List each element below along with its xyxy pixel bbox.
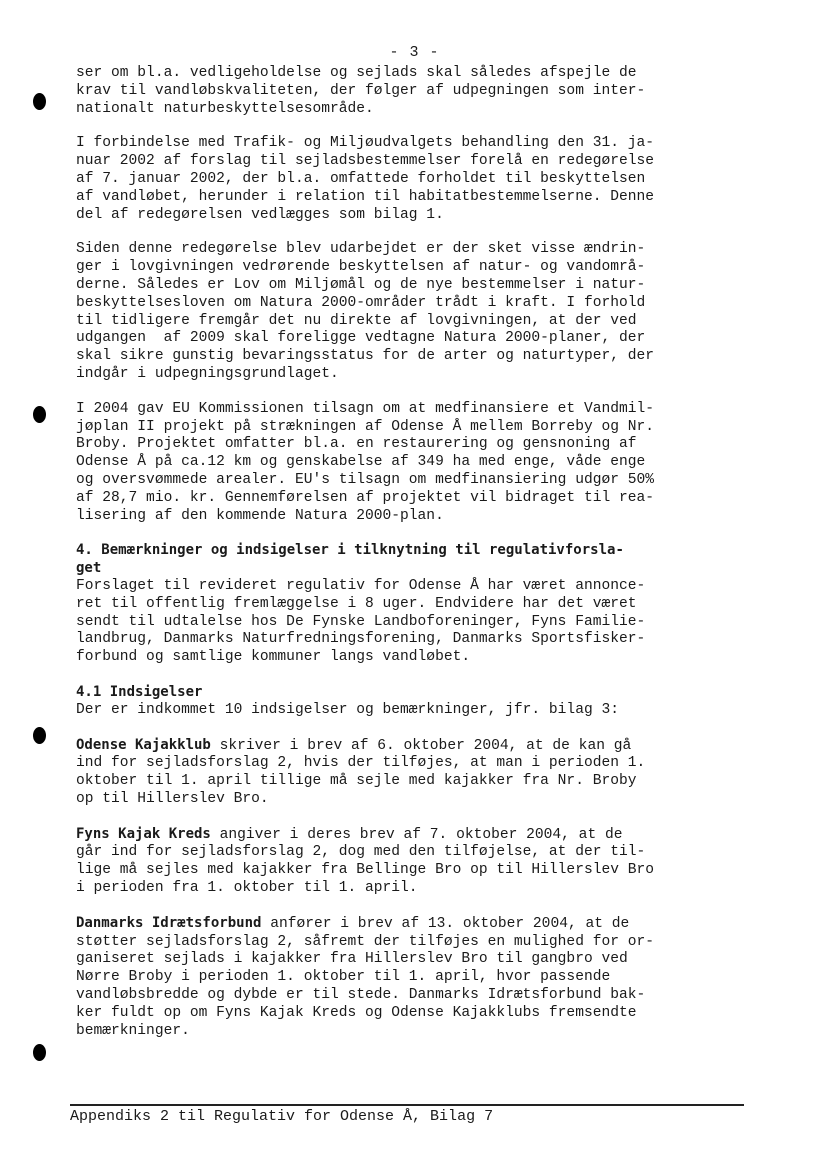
footer-text: Appendiks 2 til Regulativ for Odense Å, Bilag 7 <box>70 1108 494 1125</box>
punch-hole <box>33 727 46 744</box>
punch-hole <box>33 406 46 423</box>
paragraph-legislation-changes: Siden denne redegørelse blev udarbejdet er der sket visse ændrin- ger i lovgivningen vedrørende beskyttelsen af natur- og vandområ- derne. Således er Lov om Miljømål og de nye bestemmelser i natur- beskyttelsesloven om Natura 2000-områder trådt i kraft. I forhold til tidligere fremgår det nu direkte af lovgivningen, at der ved udgangen af 2009 skal foreligge vedtagne Natura 2000-planer, der skal sikre gunstig bevaringsstatus for de arter og naturtyper, der indgår i udpegningsgrundlaget. <box>76 241 655 382</box>
section-4-body: Forslaget til revideret regulativ for Odense Å har været annonce- ret til offentlig fremlæggelse i 8 uger. Endvidere har det været sendt til udtalelse hos De Fynske Landboforeninger, Fyns Familie- landbrug, Danmarks Naturfredningsforening, Danmarks Sportsfisker- forbund og samtlige kommuner langs vandløbet. <box>76 577 646 666</box>
org-name: Danmarks Idrætsforbund <box>76 914 262 931</box>
org-name: Odense Kajakklub <box>76 736 211 753</box>
statement-text: angiver i deres brev af 7. oktober 2004, at de går ind for sejladsforslag 2, dog med den tilføjelse, at der til- lige må sejles med kajakker fra Bellinge Bro op til Hillerslev Bro i perioden fra 1. oktober til 1. april. <box>76 826 655 897</box>
document-body <box>76 65 746 1057</box>
page-number: - 3 - <box>389 44 440 61</box>
section-4-heading: 4. Bemærkninger og indsigelser i tilknytning til regulativforsla- get <box>76 542 624 577</box>
statement-text: skriver i brev af 6. oktober 2004, at de kan gå ind for sejladsforslag 2, hvis der tilføjes, at man i perioden 1. oktober til 1. april tillige må sejle med kajakker fra Nr. Broby op til Hillerslev Bro. <box>76 737 646 807</box>
section-4-1-heading: 4.1 Indsigelser <box>76 683 203 700</box>
statement-danmarks-idraetsforbund <box>76 915 746 1041</box>
paragraph-committee-report: I forbindelse med Trafik- og Miljøudvalgets behandling den 31. ja- nuar 2002 af forslag til sejladsbestemmelser forelå en redegørelse af 7. januar 2002, der bl.a. omfattede forholdet til beskyttelsen af vandløbet, herunder i relation til habitatbestemmelserne. Denne del af redegørelsen vedlægges som bilag 1. <box>76 135 655 223</box>
punch-hole <box>33 1044 46 1061</box>
org-name: Fyns Kajak Kreds <box>76 825 211 842</box>
statement-fyns-kajak-kreds <box>76 826 746 898</box>
punch-hole <box>33 93 46 110</box>
statement-odense-kajakklub <box>76 737 746 809</box>
section-4-1-body: Der er indkommet 10 indsigelser og bemærkninger, jfr. bilag 3: <box>76 701 619 718</box>
paragraph-maintenance: ser om bl.a. vedligeholdelse og sejlads skal således afspejle de krav til vandløbskvaliteten, der følger af udpegningen som inter- nationalt naturbeskyttelsesområde. <box>76 65 646 117</box>
statement-text: anfører i brev af 13. oktober 2004, at de støtter sejladsforslag 2, såfremt der tilføjes en mulighed for or- ganiseret sejlads i kajakker fra Hillerslev Bro til gangbro ved Nørre Broby i perioden 1. oktober til 1. april, hvor passende vandløbsbredde og dybde er til stede. Danmarks Idrætsforbund bak- ker fuldt op om Fyns Kajak Kreds og Odense Kajakklubs fremsendte bemærkninger. <box>76 915 655 1039</box>
footer-divider <box>70 1104 744 1106</box>
paragraph-eu-project: I 2004 gav EU Kommissionen tilsagn om at medfinansiere et Vandmil- jøplan II projekt på strækningen af Odense Å mellem Borreby og Nr. Broby. Projektet omfatter bl.a. en restaurering og gensnoning af Odense Å på ca.12 km og genskabelse af 349 ha med enge, våde enge og oversvømmede arealer. EU's tilsagn om medfinansiering udgør 50% af 28,7 mio. kr. Gennemførelsen af projektet vil bidraget til rea- lisering af den kommende Natura 2000-plan. <box>76 400 655 524</box>
